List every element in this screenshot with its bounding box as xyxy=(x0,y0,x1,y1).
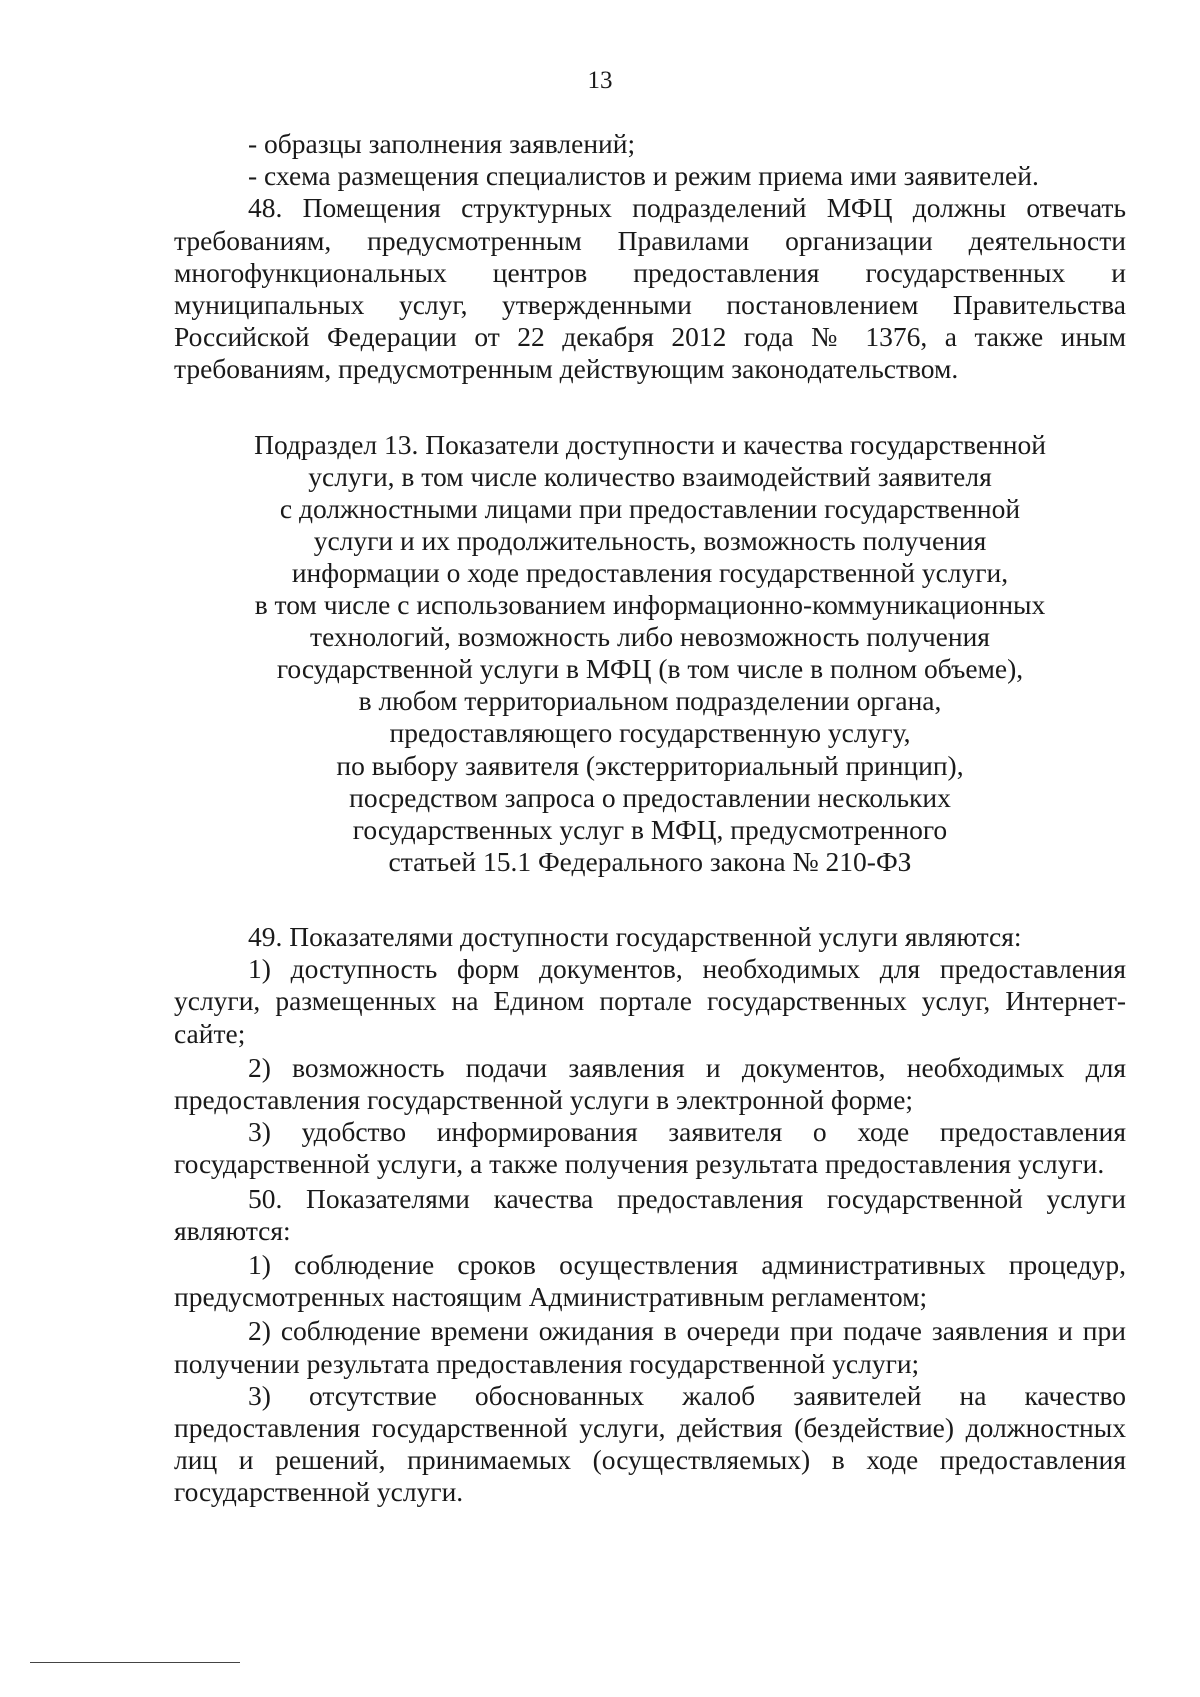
heading-line: с должностными лицами при предоставлении государственной xyxy=(279,492,1021,524)
heading-line: статьей 15.1 Федерального закона № 210-ФЗ xyxy=(388,845,912,877)
paragraph-49-item-2: 2) возможность подачи заявления и документов, необходимых для предоставления государственной услуги в электронной форме; xyxy=(174,1051,1126,1115)
subsection-13-heading xyxy=(174,429,1126,878)
heading-line: государственной услуги в МФЦ (в том числе в полном объеме), xyxy=(276,653,1024,685)
paragraph-48: 48. Помещения структурных подразделений МФЦ должны отвечать требованиям, предусмотренным Правилами организации деятельности многофункциональных центров предоставления государственных и муниципальных услуг, утвержденными постановлением Правительства Российской Федерации от 22 декабря 2012 года № 1376, а также иным требованиям, предусмотренным действующим законодательством. xyxy=(174,192,1126,385)
heading-line: в том числе с использованием информационно-коммуникационных xyxy=(254,589,1046,621)
paragraph-50-item-1: 1) соблюдение сроков осуществления административных процедур, предусмотренных настоящим Административным регламентом; xyxy=(174,1248,1126,1313)
heading-line: предоставляющего государственную услугу, xyxy=(389,717,911,749)
paragraph-50-item-2: 2) соблюдение времени ожидания в очереди при подаче заявления и при получении результата предоставления государственной услуги; xyxy=(174,1315,1126,1379)
paragraph-49: 49. Показателями доступности государственной услуги являются: xyxy=(248,920,1022,952)
heading-line: услуги и их продолжительность, возможность получения xyxy=(313,524,987,556)
paragraph-50-item-3: 3) отсутствие обоснованных жалоб заявителей на качество предоставления государственной услуги, действия (бездействие) должностных лиц и решений, принимаемых (осуществляемых) в ходе предоставления государственной услуги. xyxy=(174,1379,1126,1508)
page-number: 13 xyxy=(587,67,613,94)
heading-line: услуги, в том числе количество взаимодействий заявителя xyxy=(308,460,992,492)
list-item-specialists-schedule: - схема размещения специалистов и режим приема ими заявителей. xyxy=(248,160,1039,192)
paragraph-50: 50. Показателями качества предоставления государственной услуги являются: xyxy=(174,1182,1126,1246)
heading-line: технологий, возможность либо невозможность получения xyxy=(310,621,990,653)
document-body xyxy=(174,128,1126,1509)
heading-line: государственных услуг в МФЦ, предусмотренного xyxy=(352,813,948,845)
paragraph-49-item-3: 3) удобство информирования заявителя о ходе предоставления государственной услуги, а также получения результата предоставления услуги. xyxy=(174,1116,1126,1180)
heading-line: Подраздел 13. Показатели доступности и качества государственной xyxy=(254,428,1046,460)
paragraph-49-item-1: 1) доступность форм документов, необходимых для предоставления услуги, размещенных на Едином портале государственных услуг, Интернет-сайте; xyxy=(174,953,1126,1049)
heading-line: в любом территориальном подразделении органа, xyxy=(358,685,942,717)
footer-rule xyxy=(30,1662,240,1663)
heading-line: посредством запроса о предоставлении нескольких xyxy=(349,781,951,813)
heading-line: информации о ходе предоставления государственной услуги, xyxy=(291,557,1009,588)
heading-line: по выбору заявителя (экстерриториальный принцип), xyxy=(336,749,964,781)
list-item-forms-samples: - образцы заполнения заявлений; xyxy=(248,128,636,159)
